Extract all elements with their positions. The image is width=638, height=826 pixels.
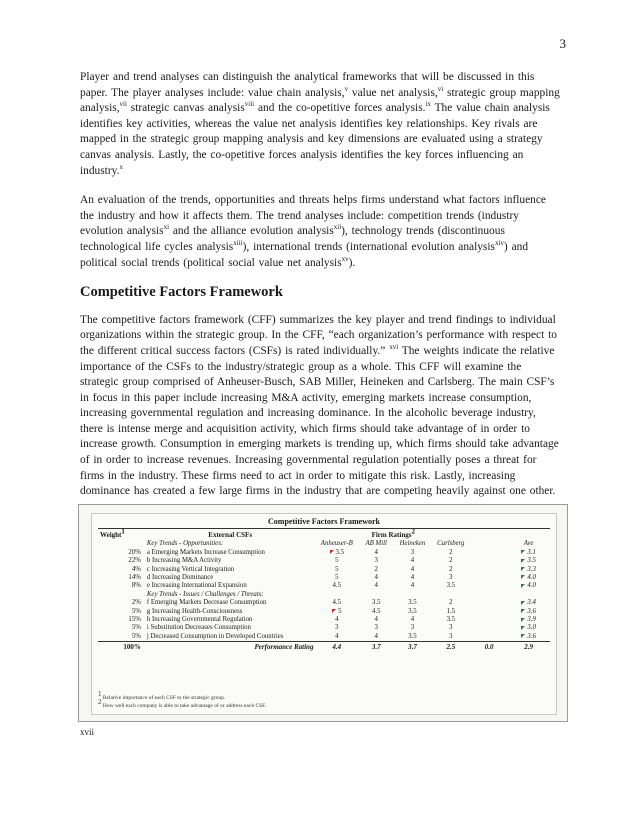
header-spacer — [471, 530, 507, 540]
csf-row — [98, 616, 550, 624]
table-cell — [471, 540, 507, 548]
rating-cell: 3.5 — [408, 632, 417, 640]
table-cell — [471, 624, 507, 632]
csf-row — [98, 574, 550, 582]
section-heading: Competitive Factors Framework — [80, 284, 283, 301]
threats-label: Key Trends - Issues / Challenges / Threats: — [146, 590, 264, 598]
table-cell — [471, 549, 507, 557]
performance-cell: 2.5 — [446, 643, 456, 652]
weight-cell: 22% — [128, 557, 141, 565]
rating-cell: 3.5 — [371, 599, 381, 607]
rating-cell: 4 — [374, 632, 378, 640]
text-run: The value chain analysis identifies key activities, whereas the value net analysis identifies key relationships. Key rivals are mapped in the strategic group mapping analysis and key dimensions are evaluated using a strategy canvas analysis. Lastly, the co-opetitive forces analysis identifies the key forces influencing an industry. — [80, 102, 550, 177]
paragraph-player-analyses — [80, 70, 560, 179]
footnote-ref: vii — [119, 100, 127, 109]
text-run: and the alliance evolution analysis — [169, 225, 334, 238]
footnote-ref: xvi — [389, 343, 399, 352]
rating-cell: 4 — [335, 632, 339, 640]
average-cell: 3.5 — [507, 557, 550, 565]
flag-icon — [330, 550, 334, 554]
rating-cell: 3 — [410, 624, 415, 632]
performance-cell: 3.7 — [408, 643, 417, 652]
text-run: ), technology trends (discontinuous technological life cycles analysis — [80, 225, 505, 253]
weight-cell: 14% — [128, 574, 141, 582]
performance-cell: 3.7 — [371, 643, 381, 652]
rating-cell: 3 — [374, 557, 378, 565]
csf-cell: i Substitution Decreases Consumption — [146, 624, 251, 632]
rating-cell: 2 — [449, 548, 453, 556]
rating-cell: 4.5 — [371, 607, 381, 615]
text-run: ), international trends (international evolution analysis — [242, 240, 495, 253]
threats-label-row — [98, 591, 550, 599]
rating-cell: 5 — [335, 565, 339, 573]
csf-row — [98, 582, 550, 590]
csf-cell: c Increasing Vertical Integration — [146, 565, 235, 573]
weight-cell: 15% — [128, 616, 141, 624]
performance-cell: 4.4 — [332, 643, 342, 652]
text-run: The weights indicate the relative importance of the CSFs to the industry/strategic group as a whole. This CFF will examine the strategic group comprised of Anheuser-Busch, SAB Miller, Heineken and Carlsberg. The main CSF’s in focus in this paper include increasing M&A activity, emerging markets increase consumption, increasing governmental regulation and increasing dominance. In the alcoholic beverage industry, there is intense merge and acquisition activity, which firms should take advantage of in order to increase growth. Consumption in emerging markets is trending up, which firms should take advantage of in order to increase revenues. Increasing governmental regulation potentially poses a threat for firms in the industry. These firms need to act in order to mitigate this risk. Lastly, increasing dominance has created a few large firms in the industry that are competing heavily against one other. — [80, 344, 559, 498]
footnote-ref: xiii — [233, 239, 243, 248]
footnote-ref: xv — [341, 254, 349, 263]
text-run: and the co-opetitive forces analysis. — [254, 102, 426, 115]
flag-icon — [332, 609, 336, 613]
average-cell: 3.6 — [507, 633, 550, 642]
average-cell: 3.4 — [507, 599, 550, 607]
weight-cell: 4% — [131, 565, 141, 573]
rating-cell: 4 — [374, 582, 378, 590]
triangle-marker-icon — [521, 584, 525, 588]
average-cell: 3.1 — [507, 549, 550, 557]
csf-row — [98, 599, 550, 607]
csf-cell: h Increasing Governmental Regulation — [146, 616, 253, 624]
csf-cell: e Increasing International Expansion — [146, 582, 247, 590]
performance-average: 2.9 — [524, 643, 534, 652]
header-ratings: Firm Ratings$^2$ — [371, 527, 415, 539]
rating-cell: 4 — [374, 616, 378, 624]
text-run: Player and trend analyses can distinguish the analytical frameworks that will be discussed in this paper. The player analyses include: value chain analysis, — [80, 71, 535, 99]
text-run: strategic group mapping analysis, — [80, 86, 560, 115]
opportunities-label: Key Trends - Opportunities: — [146, 540, 224, 548]
rating-cell: 5 — [315, 608, 358, 616]
text-run: ) and political social trends (political social value net analysis — [80, 240, 529, 269]
footnote-ref: xii — [333, 223, 342, 232]
weight-cell: 2% — [131, 599, 141, 607]
paragraph-cff — [80, 313, 560, 500]
csf-cell: j Decreased Consumption in Developed Countries — [146, 632, 284, 640]
csf-cell: b Increasing M&A Activity — [146, 557, 222, 565]
rating-cell: 3.5 — [315, 549, 358, 557]
firm-name: AB Mill — [365, 540, 387, 548]
triangle-marker-icon — [521, 567, 525, 571]
rating-cell: 4 — [410, 565, 415, 573]
rating-cell: 3 — [374, 624, 378, 632]
performance-row — [98, 642, 550, 653]
text-run: strategic canvas analysis — [126, 102, 245, 115]
rating-cell: 3.5 — [446, 582, 456, 590]
cff-figure-panel — [91, 513, 557, 715]
rating-cell: 1.5 — [446, 607, 456, 615]
weight-cell: 5% — [131, 624, 141, 632]
csf-cell: a Emerging Markets Increase Consumption — [146, 548, 265, 556]
table-cell — [471, 608, 507, 616]
table-cell — [98, 591, 145, 599]
performance-cell: 0.0 — [484, 643, 494, 652]
figure-footnotes — [98, 690, 267, 710]
table-cell — [471, 616, 507, 624]
header-csf: External CSFs — [208, 531, 253, 539]
average-cell: 4.0 — [507, 574, 550, 582]
rating-cell: 5 — [335, 557, 339, 565]
text-run: An evaluation of the trends, opportunities and threats helps firms understand what factors influence the industry and how it affects them. The trend analyses include: competition trends (industry evolution analysis — [80, 194, 546, 238]
weight-cell: 5% — [131, 607, 141, 615]
triangle-marker-icon — [521, 609, 525, 613]
header-weight: Weight$^1$ — [100, 527, 125, 539]
text-run: ). — [348, 256, 356, 269]
table-cell — [471, 599, 507, 607]
csf-row — [98, 549, 550, 557]
rating-cell: 4 — [410, 557, 415, 565]
table-cell — [471, 574, 507, 582]
footnote-ref: v — [344, 84, 349, 93]
header-ave: Ave — [523, 540, 534, 548]
header-spacer — [507, 530, 550, 540]
rating-cell: 3 — [449, 624, 453, 632]
text-run: value net analysis, — [348, 86, 438, 99]
rating-cell: 4 — [410, 582, 415, 590]
rating-cell: 4.5 — [332, 599, 342, 607]
firm-names-row — [98, 540, 550, 548]
firm-name: Heineken — [399, 540, 426, 548]
triangle-marker-icon — [521, 550, 525, 554]
rating-cell: 2 — [449, 565, 453, 573]
rating-cell: 3 — [410, 548, 415, 556]
rating-cell: 4.5 — [332, 582, 342, 590]
footnote-ref: vi — [437, 84, 444, 93]
triangle-marker-icon — [521, 626, 525, 630]
footnote-marker: xvii — [80, 727, 95, 737]
firm-name: Anheuser-B — [320, 540, 353, 548]
average-cell: 3.3 — [507, 566, 550, 574]
rating-cell: 2 — [374, 565, 378, 573]
document-body — [80, 70, 560, 514]
csf-row — [98, 624, 550, 632]
triangle-marker-icon — [521, 559, 525, 563]
average-cell: 3.0 — [507, 624, 550, 632]
total-weight: 100% — [123, 643, 141, 652]
csf-cell: g Increasing Health-Consciousness — [146, 607, 243, 615]
rating-cell: 3.5 — [446, 616, 456, 624]
average-cell: 4.0 — [507, 582, 550, 590]
footnote-ref: xi — [163, 223, 170, 232]
csf-row — [98, 557, 550, 565]
rating-cell: 3.5 — [408, 599, 417, 607]
csf-row — [98, 608, 550, 616]
firm-name: Carlsberg — [437, 540, 465, 548]
figure-footnote-2: $^2$ How well each company is able to take advantage of or address each CSF. — [98, 698, 267, 709]
cff-figure — [78, 504, 568, 722]
rating-cell: 2 — [449, 557, 453, 565]
triangle-marker-icon — [521, 618, 525, 622]
csf-row — [98, 633, 550, 642]
figure-title: Competitive Factors Framework — [268, 517, 380, 526]
figure-footnote-1: $^1$ Relative importance of each CSF to the strategic group. — [98, 690, 226, 702]
csf-cell: d Increasing Dominance — [146, 574, 214, 582]
table-cell — [471, 557, 507, 565]
footnote-ref: xiv — [494, 239, 504, 248]
table-cell — [471, 633, 507, 642]
text-run: The competitive factors framework (CFF) summarizes the key player and trend findings to individual organizations within the strategic group. In the CFF, “each organization’s performance with respect to the different critical success factors (CSFs) is rated individually.” — [80, 313, 557, 357]
table-header-row — [98, 530, 550, 540]
triangle-marker-icon — [521, 634, 525, 638]
cff-table — [98, 527, 550, 653]
triangle-marker-icon — [521, 601, 525, 605]
table-cell — [98, 540, 145, 548]
csf-cell: f Emerging Markets Decrease Consumption — [146, 599, 267, 607]
rating-cell: 3.5 — [408, 607, 417, 615]
rating-cell: 4 — [374, 574, 378, 582]
rating-cell: 3 — [449, 574, 453, 582]
rating-cell: 3 — [449, 632, 453, 640]
weight-cell: 20% — [128, 548, 141, 556]
rating-cell: 4 — [410, 616, 415, 624]
weight-cell: 8% — [131, 582, 141, 590]
rating-cell: 2 — [449, 599, 453, 607]
rating-cell: 5 — [335, 574, 339, 582]
table-cell — [471, 582, 507, 590]
rating-cell: 4 — [410, 574, 415, 582]
average-cell: 3.6 — [507, 608, 550, 616]
triangle-marker-icon — [521, 575, 525, 579]
footnote-ref: viii — [244, 100, 255, 109]
rating-cell: 3 — [335, 624, 339, 632]
figure-rule — [98, 528, 550, 529]
rating-cell: 4 — [374, 548, 378, 556]
table-cell — [471, 566, 507, 574]
csf-row — [98, 566, 550, 574]
footnote-ref: x — [119, 162, 123, 171]
page-number: 3 — [559, 36, 566, 51]
weight-cell: 5% — [131, 632, 141, 640]
average-cell: 3.9 — [507, 616, 550, 624]
footnote-ref: ix — [425, 100, 431, 109]
rating-cell: 4 — [335, 616, 339, 624]
performance-label: Performance Rating — [254, 643, 314, 652]
paragraph-trend-analyses — [80, 193, 560, 271]
